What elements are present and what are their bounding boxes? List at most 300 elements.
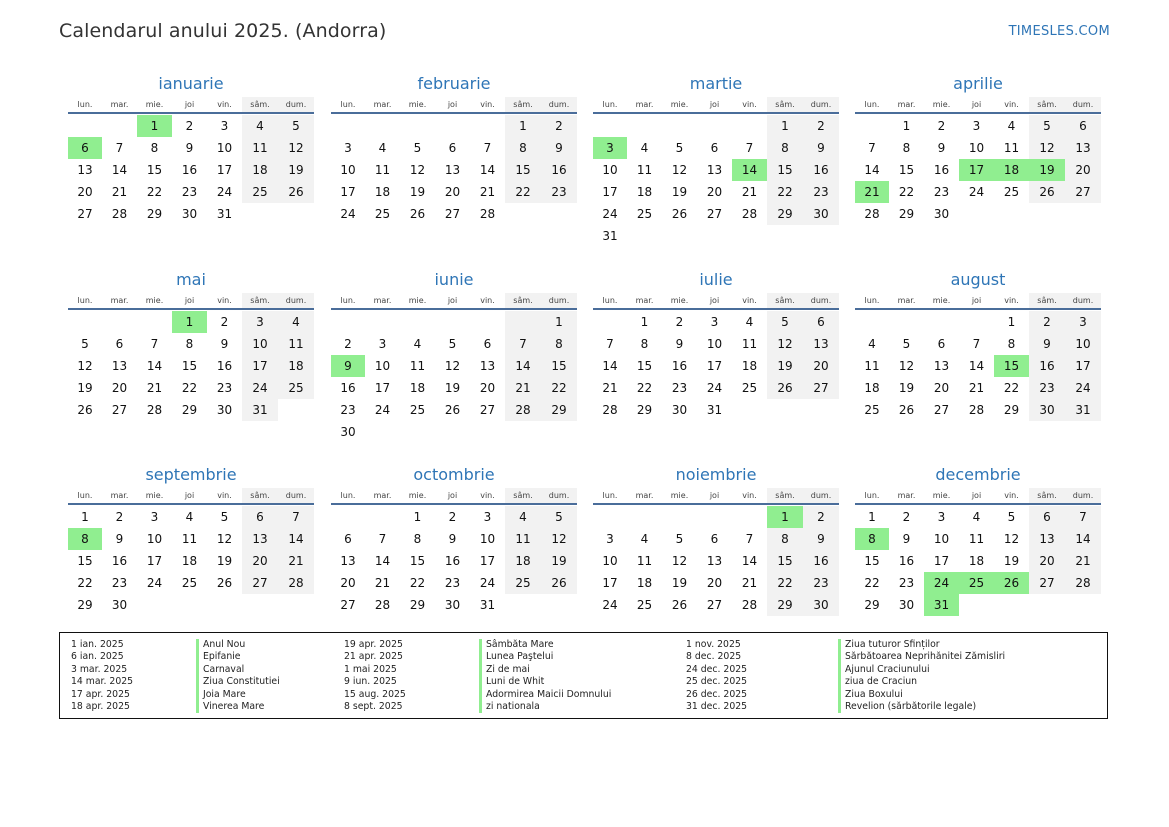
day-cell: 8 [902,141,911,155]
legend-holiday-name: Luni de Whit [479,676,611,688]
day-cell: 20 [242,550,278,572]
day-cell: 13 [803,333,839,355]
day-cell: 27 [340,598,356,612]
days-grid [593,506,839,616]
empty-cell [627,225,662,247]
day-cell: 27 [444,207,461,221]
legend-date: 15 aug. 2025 [344,688,406,700]
day-cell: 4 [413,337,422,351]
weekday-label: lun. [864,100,880,109]
day-cell: 27 [479,403,496,417]
weekday-label: mar. [635,296,654,305]
empty-cell [627,506,662,528]
legend-date: 17 apr. 2025 [71,688,130,700]
day-cell: 3 [378,337,387,351]
empty-cell [137,594,172,616]
day-cell: 2 [448,510,457,524]
legend-dates-col-1 [71,639,133,713]
day-cell: 24 [146,576,163,590]
day-cell: 18 [278,355,314,377]
weekday-label: mie. [408,296,427,305]
day-cell: 17 [1065,355,1101,377]
day-cell: 12 [409,163,426,177]
days-grid [331,506,577,616]
day-cell: 4 [185,510,194,524]
empty-cell [331,311,365,333]
day-cell: 17 [602,576,618,590]
day-cell: 21 [146,381,163,395]
day-cell: 11 [505,528,541,550]
empty-cell [1065,203,1101,225]
day-cell: 1 [137,115,172,137]
day-cell: 26 [409,207,426,221]
day-cell: 19 [216,554,233,568]
day-cell: 24 [374,403,391,417]
weekday-label: lun. [340,296,356,305]
day-cell: 20 [1065,159,1101,181]
weekday-label: mar. [110,100,129,109]
day-cell: 22 [767,181,803,203]
day-cell: 5 [541,506,577,528]
day-cell: 28 [741,598,758,612]
legend-date: 1 ian. 2025 [71,639,124,650]
day-cell: 20 [479,381,496,395]
day-cell: 4 [1007,119,1016,133]
weekday-label: lun. [77,296,93,305]
day-cell: 3 [972,119,981,133]
day-cell: 16 [1029,355,1065,377]
weekday-label: dum. [803,293,839,308]
empty-cell [697,225,732,247]
weekday-header [331,293,577,308]
day-cell: 16 [803,159,839,181]
weekday-label: mie. [408,100,427,109]
empty-cell [331,115,365,137]
day-cell: 24 [706,381,723,395]
weekday-label: lun. [602,296,618,305]
day-cell: 17 [340,185,356,199]
empty-cell [924,311,959,333]
weekday-label: vin. [480,100,495,109]
day-cell: 8 [505,137,541,159]
day-cell: 29 [898,207,915,221]
day-cell: 11 [181,532,198,546]
day-cell: 31 [216,207,233,221]
empty-cell [102,311,137,333]
day-cell: 16 [541,159,577,181]
empty-cell [732,399,767,421]
empty-cell [242,594,278,616]
day-cell: 22 [1003,381,1020,395]
day-cell: 9 [220,337,229,351]
weekday-header [855,293,1101,308]
day-cell: 19 [671,576,688,590]
weekday-label: dum. [1065,488,1101,503]
empty-cell [767,399,803,421]
empty-cell [1029,594,1065,616]
day-cell: 11 [968,532,985,546]
day-cell: 12 [278,137,314,159]
empty-cell [400,421,435,443]
day-cell: 10 [602,163,618,177]
day-cell: 19 [541,550,577,572]
day-cell: 23 [898,576,915,590]
day-cell: 18 [636,576,653,590]
weekday-label: joi [709,296,720,305]
day-cell: 21 [505,377,541,399]
weekday-label: mar. [373,100,392,109]
day-cell: 10 [340,163,356,177]
empty-cell [697,115,732,137]
day-cell: 7 [745,532,754,546]
day-cell: 11 [1003,141,1020,155]
day-cell: 29 [1003,403,1020,417]
day-cell: 21 [1065,550,1101,572]
day-cell: 24 [340,207,356,221]
empty-cell [137,311,172,333]
empty-cell [959,203,994,225]
weekday-label: sâm. [505,488,541,503]
weekday-label: mie. [408,491,427,500]
day-cell: 8 [855,528,889,550]
day-cell: 1 [1007,315,1016,329]
day-cell: 5 [1029,115,1065,137]
month-iunie [331,270,577,443]
day-cell: 15 [636,359,653,373]
day-cell: 12 [671,163,688,177]
weekday-label: vin. [1004,491,1019,500]
day-cell: 24 [602,598,618,612]
day-cell: 14 [602,359,618,373]
day-cell: 22 [146,185,163,199]
day-cell: 21 [111,185,128,199]
day-cell: 13 [1065,137,1101,159]
day-cell: 27 [1065,181,1101,203]
day-cell: 31 [602,229,618,243]
legend-date: 31 dec. 2025 [686,700,748,712]
empty-cell [278,594,314,616]
day-cell: 19 [1003,554,1020,568]
month-name: decembrie [935,465,1021,484]
day-cell: 15 [146,163,163,177]
day-cell: 3 [1065,311,1101,333]
weekday-label: sâm. [1029,488,1065,503]
day-cell: 10 [216,141,233,155]
weekday-label: vin. [480,491,495,500]
day-cell: 25 [242,181,278,203]
day-cell: 16 [933,163,950,177]
site-link[interactable]: TIMESLES.COM [1008,24,1110,39]
legend-holiday-name: Zi de mai [479,664,611,676]
day-cell: 4 [972,510,981,524]
day-cell: 29 [146,207,163,221]
day-cell: 21 [479,185,496,199]
legend-holiday-name: Ziua tuturor Sfinților [838,639,1005,651]
month-martie [593,74,839,247]
empty-cell [435,421,470,443]
day-cell: 17 [374,381,391,395]
month-name: mai [176,270,206,289]
empty-cell [435,115,470,137]
legend-dates-col-2 [344,639,406,713]
weekday-header [593,97,839,112]
day-cell: 9 [675,337,684,351]
day-cell: 14 [732,159,767,181]
day-cell: 28 [968,403,985,417]
weekday-label: sâm. [505,97,541,112]
day-cell: 7 [150,337,159,351]
day-cell: 13 [77,163,93,177]
weekday-label: vin. [1004,296,1019,305]
day-cell: 4 [868,337,876,351]
empty-cell [102,115,137,137]
day-cell: 3 [483,510,492,524]
day-cell: 10 [706,337,723,351]
days-grid [855,115,1101,225]
day-cell: 19 [898,381,915,395]
legend-date: 25 dec. 2025 [686,676,748,688]
day-cell: 14 [741,554,758,568]
day-cell: 29 [767,594,803,616]
day-cell: 6 [242,506,278,528]
empty-cell [435,311,470,333]
day-cell: 21 [855,181,889,203]
legend-holiday-name: Vinerea Mare [196,701,280,713]
day-cell: 17 [706,359,723,373]
day-cell: 25 [741,381,758,395]
month-name: iunie [434,270,474,289]
weekday-header [68,97,314,112]
day-cell: 5 [675,532,684,546]
legend-date: 9 iun. 2025 [344,676,397,688]
day-cell: 20 [1029,550,1065,572]
empty-cell [278,399,314,421]
weekday-label: mie. [670,296,689,305]
day-cell: 5 [902,337,911,351]
weekday-label: joi [447,296,458,305]
day-cell: 25 [959,572,994,594]
day-cell: 28 [602,403,618,417]
day-cell: 7 [1065,506,1101,528]
weekday-header [331,488,577,503]
day-cell: 1 [868,510,876,524]
weekday-label: mar. [110,491,129,500]
month-name: octombrie [413,465,495,484]
empty-cell [470,115,505,137]
day-cell: 14 [146,359,163,373]
month-iulie [593,270,839,421]
weekday-label: vin. [217,296,232,305]
day-cell: 1 [767,506,803,528]
day-cell: 18 [968,554,985,568]
empty-cell [541,421,577,443]
day-cell: 15 [409,554,426,568]
day-cell: 19 [77,381,93,395]
day-cell: 20 [706,576,723,590]
day-cell: 3 [606,532,614,546]
weekday-label: mie. [145,100,164,109]
header-rule [593,308,839,310]
day-cell: 15 [864,554,880,568]
day-cell: 19 [767,355,803,377]
day-cell: 7 [378,532,387,546]
day-cell: 10 [1065,333,1101,355]
legend-date: 24 dec. 2025 [686,663,748,675]
weekday-label: lun. [602,100,618,109]
day-cell: 2 [1029,311,1065,333]
weekday-header [68,488,314,503]
empty-cell [803,399,839,421]
day-cell: 30 [340,425,356,439]
day-cell: 1 [413,510,422,524]
page-title: Calendarul anului 2025. (Andorra) [59,20,387,42]
empty-cell [470,311,505,333]
empty-cell [662,225,697,247]
day-cell: 2 [115,510,124,524]
day-cell: 17 [242,355,278,377]
day-cell: 22 [77,576,93,590]
day-cell: 24 [242,377,278,399]
day-cell: 27 [803,377,839,399]
day-cell: 12 [1029,137,1065,159]
day-cell: 28 [479,207,496,221]
day-cell: 9 [803,137,839,159]
weekday-label: mie. [932,491,951,500]
legend-holiday-name: Ziua Constitutiei [196,676,280,688]
header-rule [331,503,577,505]
day-cell: 19 [409,185,426,199]
day-cell: 15 [767,550,803,572]
day-cell: 3 [220,119,229,133]
day-cell: 2 [937,119,946,133]
empty-cell [959,311,994,333]
day-cell: 7 [972,337,981,351]
header-rule [68,308,314,310]
weekday-label: dum. [1065,293,1101,308]
day-cell: 5 [220,510,229,524]
weekday-label: sâm. [1029,293,1065,308]
empty-cell [593,311,627,333]
day-cell: 18 [994,159,1029,181]
day-cell: 31 [479,598,496,612]
day-cell: 18 [181,554,198,568]
day-cell: 28 [278,572,314,594]
day-cell: 11 [242,137,278,159]
weekday-label: lun. [77,100,93,109]
day-cell: 26 [444,403,461,417]
day-cell: 29 [636,403,653,417]
weekday-label: vin. [742,296,757,305]
weekday-label: mar. [897,296,916,305]
day-cell: 1 [541,311,577,333]
empty-cell [365,421,400,443]
day-cell: 24 [968,185,985,199]
day-cell: 9 [448,532,457,546]
day-cell: 21 [602,381,618,395]
day-cell: 3 [937,510,946,524]
day-cell: 3 [242,311,278,333]
weekday-label: lun. [77,491,93,500]
weekday-label: mar. [897,491,916,500]
days-grid [331,115,577,225]
day-cell: 10 [374,359,391,373]
day-cell: 31 [706,403,723,417]
weekday-label: mar. [635,491,654,500]
month-octombrie [331,465,577,616]
day-cell: 3 [150,510,159,524]
days-grid [68,311,314,421]
empty-cell [242,203,278,225]
days-grid [331,311,577,443]
day-cell: 13 [706,163,723,177]
weekday-label: dum. [541,488,577,503]
legend-date: 21 apr. 2025 [344,651,403,663]
month-name: ianuarie [158,74,224,93]
day-cell: 6 [937,337,946,351]
day-cell: 29 [181,403,198,417]
header-rule [855,503,1101,505]
day-cell: 13 [933,359,950,373]
day-cell: 19 [1029,159,1065,181]
empty-cell [855,115,889,137]
weekday-label: lun. [602,491,618,500]
weekday-label: mie. [145,491,164,500]
day-cell: 2 [344,337,352,351]
weekday-label: vin. [1004,100,1019,109]
header-rule [331,308,577,310]
day-cell: 4 [378,141,387,155]
weekday-label: lun. [340,491,356,500]
weekday-label: joi [971,491,982,500]
header-rule [331,112,577,114]
weekday-label: joi [971,100,982,109]
weekday-label: joi [447,100,458,109]
weekday-label: mie. [145,296,164,305]
empty-cell [505,594,541,616]
day-cell: 23 [181,185,198,199]
day-cell: 10 [933,532,950,546]
day-cell: 18 [505,550,541,572]
header-rule [68,503,314,505]
days-grid [593,311,839,421]
day-cell: 20 [933,381,950,395]
day-cell: 6 [1029,506,1065,528]
weekday-label: dum. [278,488,314,503]
empty-cell [207,594,242,616]
empty-cell [627,115,662,137]
day-cell: 21 [374,576,391,590]
weekday-label: sâm. [242,97,278,112]
day-cell: 23 [541,181,577,203]
day-cell: 19 [278,159,314,181]
day-cell: 25 [636,207,653,221]
day-cell: 25 [374,207,391,221]
day-cell: 18 [636,185,653,199]
weekday-label: lun. [864,296,880,305]
weekday-label: joi [709,100,720,109]
empty-cell [767,225,803,247]
days-grid [593,115,839,247]
day-cell: 14 [278,528,314,550]
day-cell: 31 [1065,399,1101,421]
day-cell: 20 [444,185,461,199]
day-cell: 4 [640,141,649,155]
day-cell: 11 [636,163,653,177]
day-cell: 4 [640,532,649,546]
empty-cell [994,594,1029,616]
day-cell: 26 [767,377,803,399]
day-cell: 28 [864,207,880,221]
